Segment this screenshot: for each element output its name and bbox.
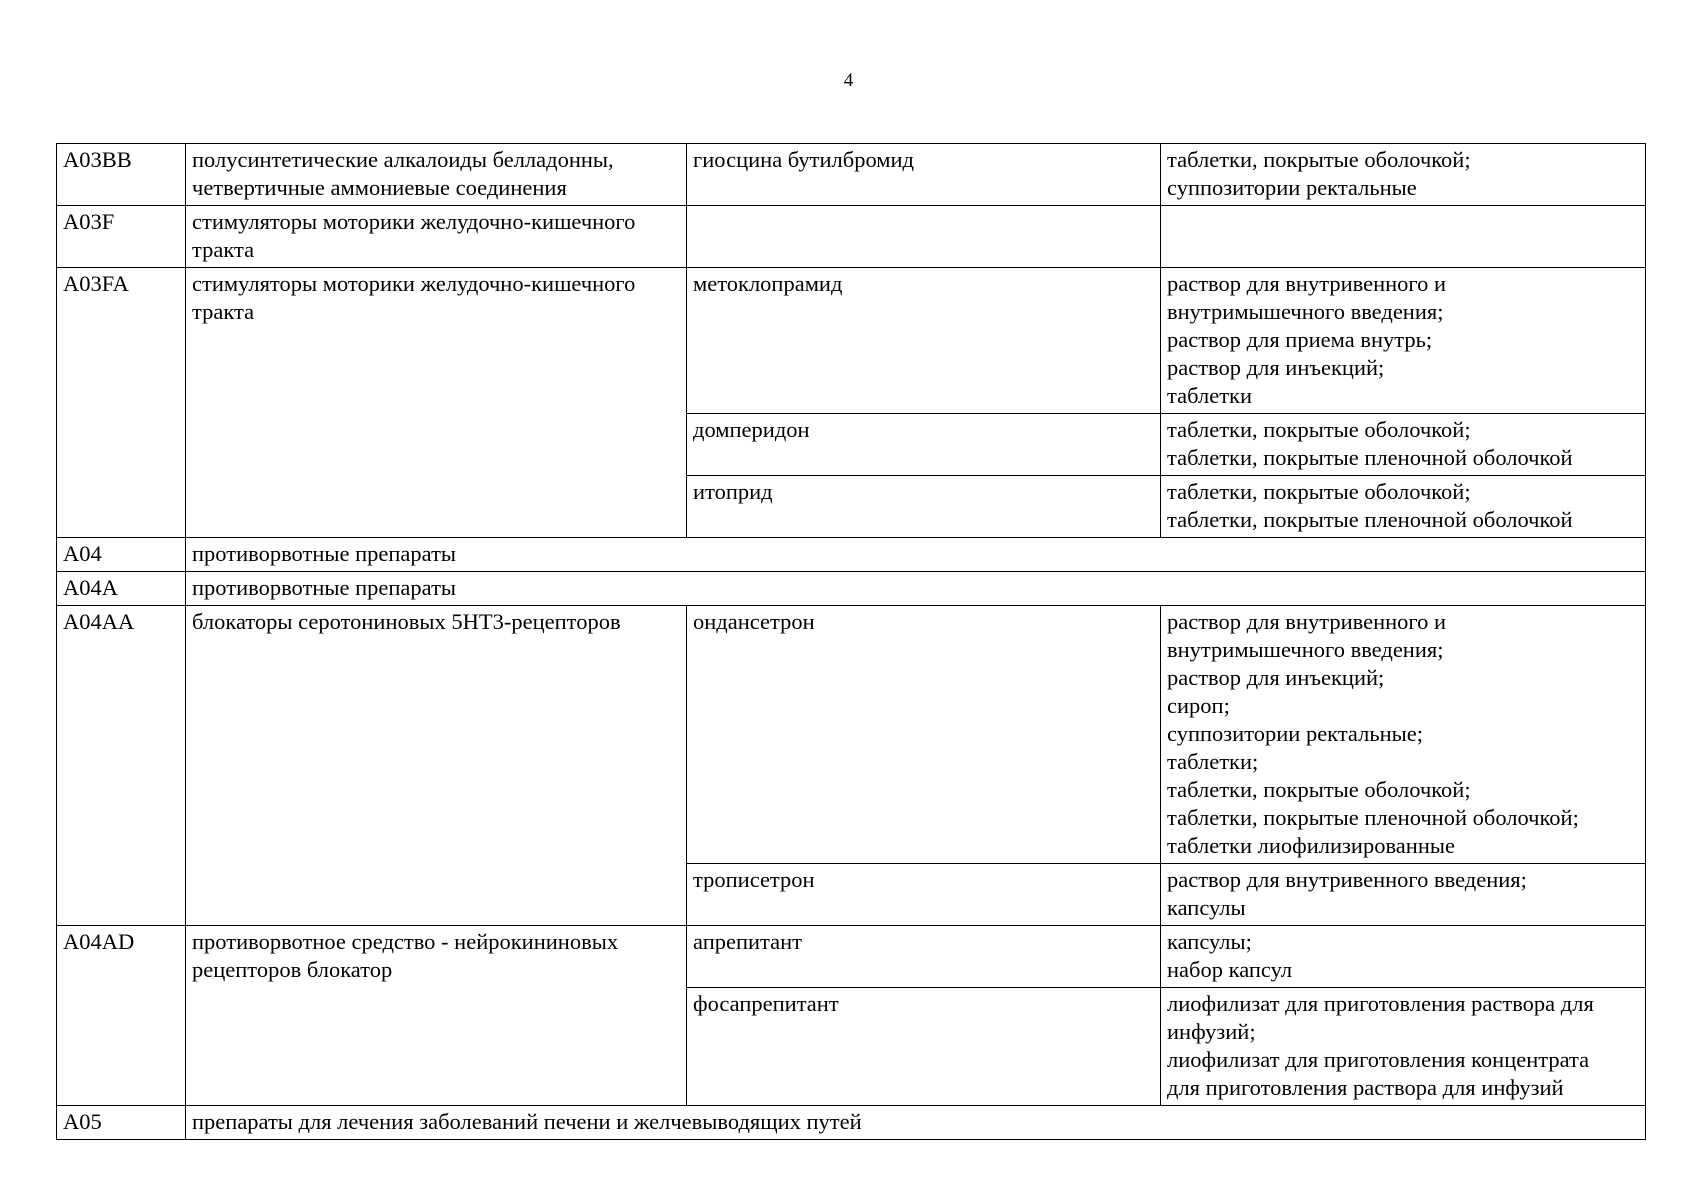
atc-code: A05 bbox=[57, 1106, 186, 1140]
dosage-forms: таблетки, покрытые оболочкой; таблетки, покрытые пленочной оболочкой bbox=[1161, 414, 1646, 476]
table-row-a04a bbox=[57, 572, 1646, 606]
dosage-forms: раствор для внутривенного и внутримышечного введения; раствор для приема внутрь; раствор для инъекций; таблетки bbox=[1161, 268, 1646, 414]
table-row-a03f bbox=[57, 206, 1646, 268]
atc-group-name: блокаторы серотониновых 5НТ3-рецепторов bbox=[186, 606, 687, 926]
table-row-a04ad bbox=[57, 926, 1646, 988]
dosage-forms: лиофилизат для приготовления раствора для инфузий; лиофилизат для приготовления концентрата для приготовления раствора для инфузий bbox=[1161, 988, 1646, 1106]
atc-code: A03BB bbox=[57, 144, 186, 206]
drug-list-table bbox=[56, 143, 1646, 1140]
dosage-forms: капсулы; набор капсул bbox=[1161, 926, 1646, 988]
atc-code: A04AA bbox=[57, 606, 186, 926]
dosage-forms: таблетки, покрытые оболочкой; суппозитории ректальные bbox=[1161, 144, 1646, 206]
drug-name: трописетрон bbox=[687, 864, 1161, 926]
dosage-forms: раствор для внутривенного введения; капсулы bbox=[1161, 864, 1646, 926]
drug-name: гиосцина бутилбромид bbox=[687, 144, 1161, 206]
atc-group-name: полусинтетические алкалоиды белладонны, четвертичные аммониевые соединения bbox=[186, 144, 687, 206]
drug-name: итоприд bbox=[687, 476, 1161, 538]
atc-code: A03F bbox=[57, 206, 186, 268]
atc-group-name: стимуляторы моторики желудочно-кишечного тракта bbox=[186, 206, 687, 268]
drug-name: метоклопрамид bbox=[687, 268, 1161, 414]
atc-code: A04A bbox=[57, 572, 186, 606]
drug-name: фосапрепитант bbox=[687, 988, 1161, 1106]
atc-group-name: препараты для лечения заболеваний печени и желчевыводящих путей bbox=[186, 1106, 1646, 1140]
table-row-a03bb bbox=[57, 144, 1646, 206]
drug-name: домперидон bbox=[687, 414, 1161, 476]
atc-group-name: стимуляторы моторики желудочно-кишечного тракта bbox=[186, 268, 687, 538]
table-row-a05 bbox=[57, 1106, 1646, 1140]
drug-name: ондансетрон bbox=[687, 606, 1161, 864]
atc-group-name: противорвотное средство - нейрокининовых рецепторов блокатор bbox=[186, 926, 687, 1106]
dosage-forms: таблетки, покрытые оболочкой; таблетки, покрытые пленочной оболочкой bbox=[1161, 476, 1646, 538]
drug-name: апрепитант bbox=[687, 926, 1161, 988]
dosage-forms-empty bbox=[1161, 206, 1646, 268]
drug-name-empty bbox=[687, 206, 1161, 268]
atc-group-name: противорвотные препараты bbox=[186, 538, 1646, 572]
dosage-forms: раствор для внутривенного и внутримышечного введения; раствор для инъекций; сироп; суппозитории ректальные; таблетки; таблетки, покрытые оболочкой; таблетки, покрытые пленочной оболочкой; таблетки лиофилизированные bbox=[1161, 606, 1646, 864]
table-row-a03fa bbox=[57, 268, 1646, 414]
table-row-a04 bbox=[57, 538, 1646, 572]
atc-group-name: противорвотные препараты bbox=[186, 572, 1646, 606]
atc-code: A04AD bbox=[57, 926, 186, 1106]
atc-code: A04 bbox=[57, 538, 186, 572]
page-number: 4 bbox=[843, 70, 854, 91]
atc-code: A03FA bbox=[57, 268, 186, 538]
table-row-a04aa bbox=[57, 606, 1646, 864]
